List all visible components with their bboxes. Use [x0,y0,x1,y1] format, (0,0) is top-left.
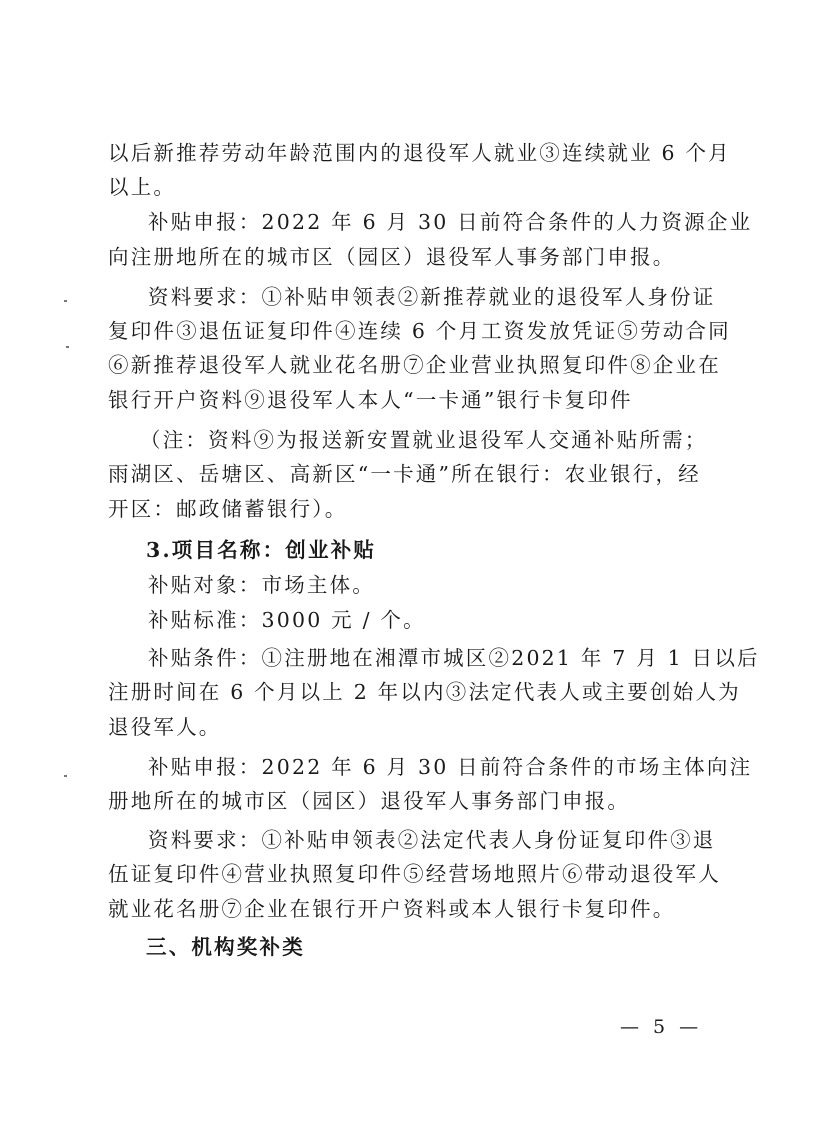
body-line: 雨湖区、岳塘区、高新区“一卡通”所在银行：农业银行，经 [108,462,701,486]
paragraph-material-requirements: 资料要求：①补贴申领表②法定代表人身份证复印件③退 [148,828,716,852]
body-line: 伍证复印件④营业执照复印件⑤经营场地照片⑥带动退役军人 [108,862,721,886]
section-heading-institution-awards: 三、机构奖补类 [146,935,305,959]
scan-speck [64,300,67,302]
paragraph-note: （注：资料⑨为报送新安置就业退役军人交通补贴所需； [140,428,708,452]
body-line: 以上。 [108,175,177,199]
paragraph-subsidy-target: 补贴对象：市场主体。 [148,573,375,597]
paragraph-subsidy-application: 补贴申报：2022 年 6 月 30 日前符合条件的市场主体向注 [148,755,753,779]
scan-speck [64,775,67,777]
body-line: 开区：邮政储蓄银行）。 [108,497,348,521]
body-line: 银行开户资料⑨退役军人本人“一卡通”银行卡复印件 [108,388,633,412]
body-line: 就业花名册⑦企业在银行开户资料或本人银行卡复印件。 [108,897,676,921]
body-line: 复印件③退伍证复印件④连续 6 个月工资发放凭证⑤劳动合同 [108,319,731,343]
body-line: ⑥新推荐退役军人就业花名册⑦企业营业执照复印件⑧企业在 [108,353,721,377]
section-heading-startup-subsidy: 3.项目名称：创业补贴 [146,538,377,562]
body-line: 册地所在的城市区（园区）退役军人事务部门申报。 [108,789,631,813]
body-line: 向注册地所在的城市区（园区）退役军人事务部门申报。 [108,245,676,269]
scan-speck [66,346,69,348]
body-line: 以后新推荐劳动年龄范围内的退役军人就业③连续就业 6 个月 [108,141,731,165]
body-line: 退役军人。 [108,715,222,739]
page-number: — 5 — [620,1016,703,1038]
paragraph-material-requirements: 资料要求：①补贴申领表②新推荐就业的退役军人身份证 [148,285,716,309]
body-line: 注册时间在 6 个月以上 2 年以内③法定代表人或主要创始人为 [108,680,741,704]
paragraph-subsidy-standard: 补贴标准：3000 元 / 个。 [148,608,426,632]
paragraph-subsidy-application: 补贴申报：2022 年 6 月 30 日前符合条件的人力资源企业 [148,210,753,234]
paragraph-subsidy-conditions: 补贴条件：①注册地在湘潭市城区②2021 年 7 月 1 日以后 [148,646,760,670]
